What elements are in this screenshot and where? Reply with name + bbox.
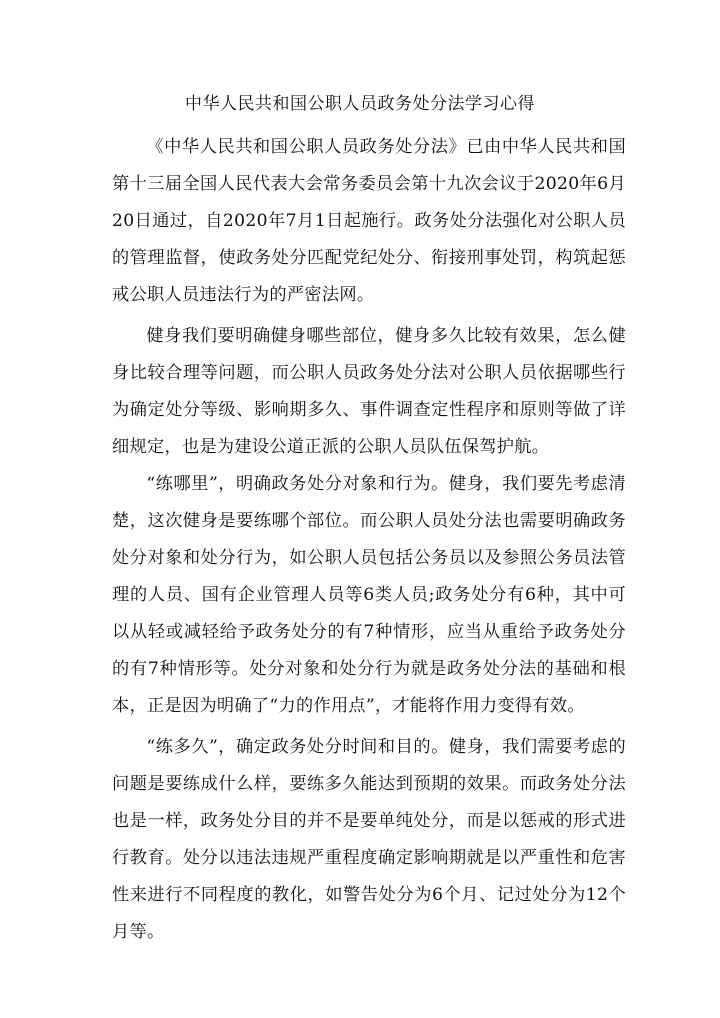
paragraph-how-long-to-train: “练多久”，确定政务处分时间和目的。健身，我们需要考虑的问题是要练成什么样，要练多久能达到预期的效果。而政务处分法也是一样，政务处分目的并不是要单纯处分，而是以惩戒的形式进行教育。处分以违法违规严重程度确定影响期就是以严重性和危害性来进行不同程度的教化，如警告处分为6个月、记过处分为12个月等。 <box>112 737 626 942</box>
paragraph-fitness-analogy: 健身我们要明确健身哪些部位，健身多久比较有效果，怎么健身比较合理等问题，而公职人员政务处分法对公职人员依据哪些行为确定处分等级、影响期多久、事件调查定性程序和原则等做了详细规定，也是为建设公道正派的公职人员队伍保驾护航。 <box>112 326 626 457</box>
paragraph-intro: 《中华人民共和国公职人员政务处分法》已由中华人民共和国第十三届全国人民代表大会常务委员会第十九次会议于2020年6月20日通过，自2020年7月1日起施行。政务处分法强化对公职人员的管理监督，使政务处分匹配党纪处分、衔接刑事处罚，构筑起惩戒公职人员违法行为的严密法网。 <box>112 137 626 305</box>
paragraph-where-to-train: “练哪里”，明确政务处分对象和行为。健身，我们要先考虑清楚，这次健身是要练哪个部位。而公职人员处分法也需要明确政务处分对象和处分行为，如公职人员包括公务员以及参照公务员法管理的人员、国有企业管理人员等6类人员;政务处分有6种，其中可以从轻或减轻给予政务处分的有7种情形，应当从重给予政务处分的有7种情形等。处分对象和处分行为就是政务处分法的基础和根本，正是因为明确了“力的作用点”，才能将作用力变得有效。 <box>112 474 626 716</box>
document-title: 中华人民共和国公职人员政务处分法学习心得 <box>185 94 535 114</box>
